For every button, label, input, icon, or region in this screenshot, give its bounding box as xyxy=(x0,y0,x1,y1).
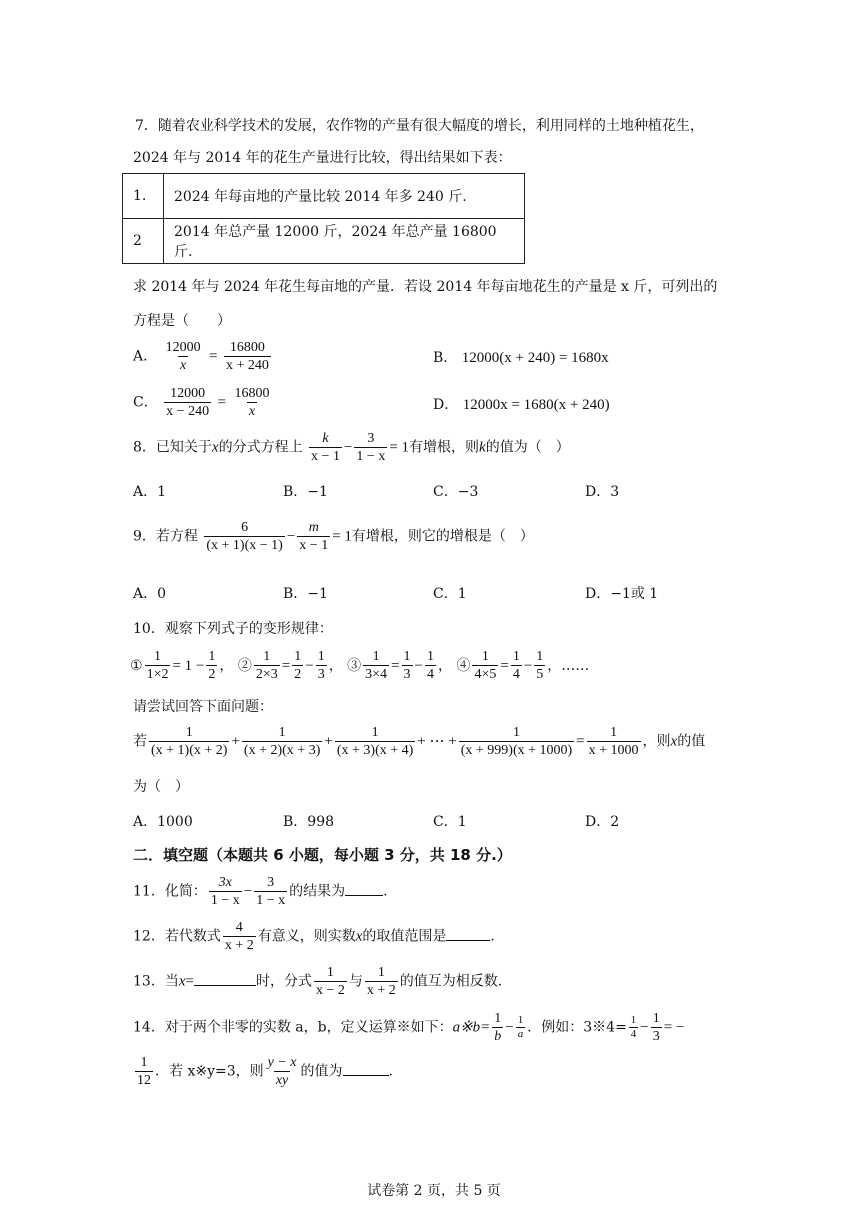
rule-1 xyxy=(130,649,234,682)
rule-rhs: = 1 − xyxy=(172,657,205,674)
table-cell-no: 2 xyxy=(123,219,164,264)
fraction-denominator: x + 2 xyxy=(366,983,396,998)
fraction-denominator: x − 1 xyxy=(311,449,340,464)
q9-option-b: B．−1 xyxy=(283,586,328,602)
fraction-denominator: x − 2 xyxy=(315,983,345,998)
q10-option-c: C．1 xyxy=(433,814,467,830)
answer-blank[interactable] xyxy=(194,973,256,986)
ellipsis-plus: + ⋯ + xyxy=(417,733,457,750)
fraction-numerator: 1 xyxy=(208,649,216,664)
q8-option-b: B．−1 xyxy=(283,484,328,500)
q7-table xyxy=(122,173,525,264)
minus-sign: − xyxy=(243,883,253,900)
q8-text-mid: 的分式方程上 xyxy=(218,439,303,456)
fraction-numerator: 1 xyxy=(372,649,380,664)
minus-sign: − xyxy=(343,439,353,456)
q10-ask: 请尝试回答下面问题： xyxy=(133,699,273,715)
page-footer: 试卷第 2 页，共 5 页 xyxy=(367,1183,501,1199)
fraction-denominator: b xyxy=(494,1029,502,1044)
fraction-numerator: 1 xyxy=(403,649,411,664)
q12 xyxy=(133,919,495,954)
plus-sign: + xyxy=(324,733,333,750)
fraction-denominator: 2 xyxy=(294,667,302,682)
q11-text-post: 的结果为 xyxy=(289,883,346,900)
fraction-numerator: 1 xyxy=(512,649,520,664)
separator: ， xyxy=(437,657,452,674)
q8-option-c: C．−3 xyxy=(433,484,479,500)
fraction-numerator: 1 xyxy=(140,1055,148,1070)
equals-sign: = xyxy=(185,973,194,990)
table-cell-text: 2024 年每亩地的产量比较 2014 年多 240 斤. xyxy=(164,174,525,219)
section-heading: 二．填空题（本题共 6 小题，每小题 3 分，共 18 分.） xyxy=(133,846,512,864)
q10-tail: ，则 xyxy=(642,733,671,750)
minus-sign: − xyxy=(505,1019,514,1036)
q8-option-a: A．1 xyxy=(133,484,167,500)
q10-equation xyxy=(133,724,705,759)
plus-sign: + xyxy=(231,733,240,750)
option-label: A． xyxy=(133,348,158,365)
fraction-numerator: 6 xyxy=(241,520,249,535)
fraction-denominator: 2 xyxy=(208,667,216,682)
fraction-numerator: 3x xyxy=(218,875,232,890)
fraction-numerator: 3 xyxy=(367,431,375,446)
q12-text-post: 有意义，则实数 xyxy=(257,928,356,945)
equals-one: = 1 xyxy=(389,439,410,456)
fraction-denominator: x + 240 xyxy=(225,358,269,373)
fraction-denominator: (x + 1)(x + 2) xyxy=(151,743,228,758)
variable: x xyxy=(178,973,186,990)
period: . xyxy=(383,883,388,900)
fraction-numerator: 1 xyxy=(326,965,334,980)
separator: ， xyxy=(219,657,234,674)
fraction-denominator: (x + 1)(x − 1) xyxy=(206,538,283,553)
q13 xyxy=(133,964,502,999)
fraction-denominator: 1 − x xyxy=(210,893,240,908)
rule-marker: ④ xyxy=(456,657,471,674)
q13-text-pre: 13．当 xyxy=(133,973,179,990)
table-cell-text: 2014 年总产量 12000 斤，2024 年总产量 16800 斤. xyxy=(164,219,525,264)
fraction-denominator: xy xyxy=(275,1073,289,1088)
fraction-numerator: m xyxy=(308,520,319,535)
q9-option-a: A．0 xyxy=(133,586,167,602)
q14-text-pre: 14．对于两个非零的实数 a，b，定义运算※如下： xyxy=(133,1019,453,1036)
fraction-numerator: 3 xyxy=(267,875,275,890)
answer-blank[interactable] xyxy=(446,928,490,941)
option-label: C． xyxy=(133,394,158,411)
q7-stem-line2: 2024 年与 2014 年的花生产量进行比较，得出结果如下表： xyxy=(133,150,512,166)
minus-sign: − xyxy=(286,528,296,545)
q9-stem xyxy=(133,519,534,554)
equals-sign: = xyxy=(209,348,218,365)
fraction-numerator: 1 xyxy=(426,649,434,664)
fraction-denominator: 2×3 xyxy=(255,667,278,682)
q10-rules xyxy=(130,648,589,683)
q14-line2 xyxy=(133,1054,393,1089)
q11-text-pre: 11．化简： xyxy=(133,883,207,900)
fraction-denominator: 4 xyxy=(630,1028,637,1040)
fraction-numerator: 1 xyxy=(185,725,193,740)
q14-definition: a※b= xyxy=(452,1019,491,1036)
fraction-denominator: 1×2 xyxy=(146,667,169,682)
variable: x xyxy=(211,439,219,456)
fraction-denominator: (x + 999)(x + 1000) xyxy=(460,743,573,758)
fraction-numerator: 4 xyxy=(235,920,243,935)
q10-tail3: 为（ ） xyxy=(133,779,189,795)
fraction-denominator: x − 240 xyxy=(166,404,210,419)
q11 xyxy=(133,874,388,909)
fraction-denominator: (x + 2)(x + 3) xyxy=(243,743,321,758)
fraction-numerator: y − x xyxy=(267,1055,297,1070)
fraction-numerator: 1 xyxy=(536,649,544,664)
fraction-numerator: 1 xyxy=(154,649,162,664)
fraction-denominator: 3×4 xyxy=(365,667,388,682)
rule-3: ③ $\frac{1}{3\times 4}$ = $\frac{1}{3}$ − $\frac{1}{4}$ ， xyxy=(347,649,452,682)
fraction-numerator: k xyxy=(322,431,329,446)
fraction-denominator: x + 1000 xyxy=(588,743,639,758)
q8-text-post: 有增根，则 xyxy=(409,439,480,456)
fraction-numerator: 1 xyxy=(263,649,271,664)
q8-stem xyxy=(133,430,570,465)
q10-if: 若 xyxy=(133,733,147,750)
q7-stem-line1: 7．随着农业科学技术的发展，农作物的产量有很大幅度的增长，利用同样的土地种植花生， xyxy=(135,118,704,134)
equals-negative: = − xyxy=(663,1019,685,1036)
q7-option-c xyxy=(133,385,273,420)
q7-option-b xyxy=(433,347,609,367)
q13-and: 与 xyxy=(348,973,363,990)
table-cell-no: 1. xyxy=(123,174,164,219)
q14-line1 xyxy=(133,1010,684,1045)
fraction-numerator: 1 xyxy=(377,965,385,980)
fraction-denominator: x xyxy=(179,358,187,373)
fraction-numerator: 16800 xyxy=(234,386,270,401)
q9-option-d: D．−1或 1 xyxy=(585,586,659,602)
q9-option-c: C．1 xyxy=(433,586,467,602)
q14-example: ．例如：3※4= xyxy=(527,1019,627,1036)
q12-text-pre: 12．若代数式 xyxy=(133,928,221,945)
fraction-denominator: 4×5 xyxy=(474,667,497,682)
fraction-numerator: 1 xyxy=(652,1011,660,1026)
fraction-numerator: 16800 xyxy=(229,340,265,355)
variable: x xyxy=(355,928,363,945)
rule-4: ④ $\frac{1}{4\times 5}$ = $\frac{1}{4}$ − $\frac{1}{5}$ ，…… xyxy=(456,649,590,682)
period: . xyxy=(388,1063,393,1080)
fraction-numerator: 1 xyxy=(494,1011,502,1026)
fraction-numerator: 12000 xyxy=(165,340,201,355)
period: . xyxy=(490,928,495,945)
rule-marker: ① xyxy=(130,657,143,674)
q14-text-post: 的值为 xyxy=(300,1063,343,1080)
fraction-numerator: 1 xyxy=(630,1014,637,1026)
fraction-numerator: 1 xyxy=(278,725,286,740)
fraction-denominator: (x + 3)(x + 4) xyxy=(336,743,414,758)
fraction-numerator: 12000 xyxy=(170,386,206,401)
answer-blank[interactable] xyxy=(343,1063,389,1076)
q13-text-post2: 的值互为相反数. xyxy=(399,973,503,990)
fraction-denominator: 4 xyxy=(426,667,434,682)
fraction-denominator: x xyxy=(248,404,256,419)
fraction-numerator: 1 xyxy=(512,725,520,740)
rule-marker: ③ xyxy=(347,657,362,674)
fraction-numerator: 1 xyxy=(371,725,379,740)
q7-option-d xyxy=(433,394,610,414)
fraction-denominator: 3 xyxy=(403,667,411,682)
q8-option-d: D．3 xyxy=(585,484,620,500)
variable: x xyxy=(670,733,678,750)
minus-sign: − xyxy=(640,1019,649,1036)
q7-stem-line4: 方程是（ ） xyxy=(133,313,231,329)
q14-condition: ．若 x※y=3，则 xyxy=(155,1063,264,1080)
option-label: D． xyxy=(433,397,459,413)
equals-sign: = xyxy=(576,733,585,750)
q10-stem: 10．观察下列式子的变形规律： xyxy=(133,621,333,637)
variable: k xyxy=(479,439,486,456)
answer-blank[interactable] xyxy=(345,883,383,896)
fraction-denominator: 4 xyxy=(512,667,520,682)
equals-sign: = xyxy=(217,394,226,411)
q7-option-a xyxy=(133,339,273,374)
fraction-denominator: 5 xyxy=(536,667,544,682)
q7-stem-line3: 求 2014 年与 2024 年花生每亩地的产量．若设 2014 年每亩地花生的产量是 x 斤，可列出的 xyxy=(133,279,718,295)
rule-marker: ② xyxy=(237,657,252,674)
q8-text-pre: 8．已知关于 xyxy=(133,439,212,456)
fraction-denominator: 3 xyxy=(652,1029,660,1044)
fraction-denominator: 1 − x xyxy=(256,893,286,908)
fraction-denominator: 1 − x xyxy=(356,449,386,464)
separator: ， xyxy=(328,657,343,674)
rule-2: ② $\frac{1}{2\times 3}$ = $\frac{1}{2}$ − $\frac{1}{3}$ ， xyxy=(237,649,343,682)
fraction-numerator: 1 xyxy=(294,649,302,664)
q10-option-a: A．1000 xyxy=(133,814,193,830)
q12-text-post2: 的取值范围是 xyxy=(362,928,447,945)
fraction-denominator: 3 xyxy=(317,667,325,682)
q10-tail2: 的值 xyxy=(677,733,706,750)
fraction-denominator: x − 1 xyxy=(299,538,329,553)
fraction-denominator: a xyxy=(517,1028,524,1040)
table-row xyxy=(123,219,525,264)
fraction-denominator: x + 2 xyxy=(224,938,254,953)
fraction-numerator: 1 xyxy=(517,1014,524,1026)
q13-text-post: 时，分式 xyxy=(255,973,312,990)
table-row xyxy=(123,174,525,219)
fraction-numerator: 1 xyxy=(481,649,489,664)
option-label: B． xyxy=(433,350,458,366)
fraction-denominator: 12 xyxy=(137,1073,151,1088)
fraction-numerator: 1 xyxy=(317,649,325,664)
q9-text-pre: 9．若方程 xyxy=(133,528,198,545)
q9-text-post: 有增根，则它的增根是（ ） xyxy=(351,528,534,545)
q10-option-d: D．2 xyxy=(585,814,620,830)
q10-option-b: B．998 xyxy=(283,814,335,830)
option-expression: 12000x = 1680(x + 240) xyxy=(462,397,610,413)
separator: ，…… xyxy=(547,657,590,674)
fraction-numerator: 1 xyxy=(610,725,618,740)
q8-text-post2: 的值为（ ） xyxy=(485,439,570,456)
option-expression: 12000(x + 240) = 1680x xyxy=(461,350,609,366)
equals-one: = 1 xyxy=(332,528,352,545)
